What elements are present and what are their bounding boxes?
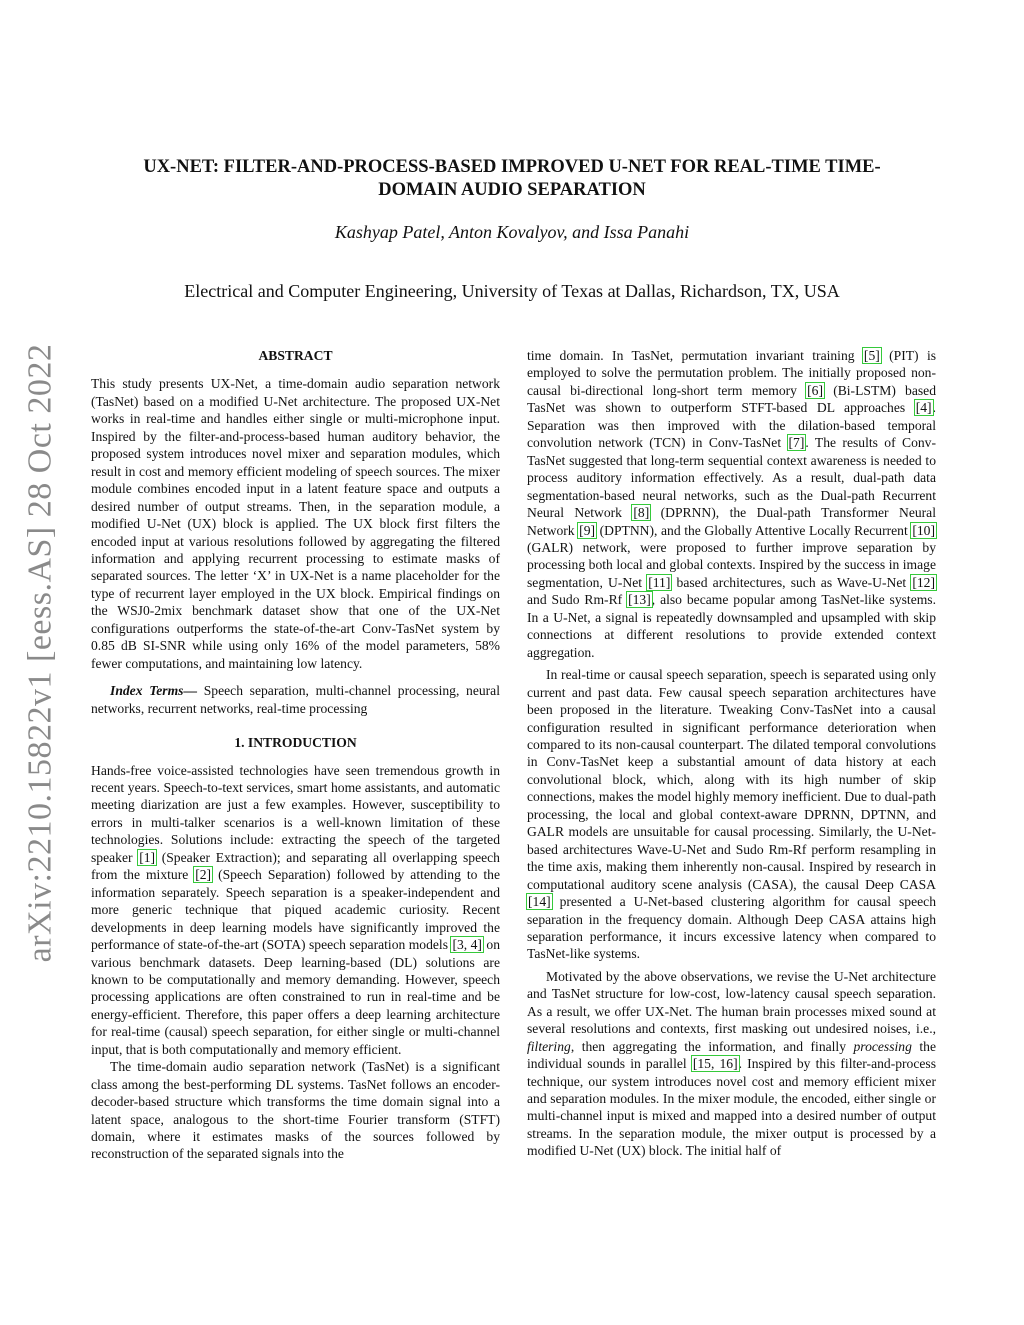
citation-8[interactable]: [8]	[633, 505, 650, 521]
citation-2[interactable]: [2]	[195, 867, 212, 883]
intro-paragraph-5: Motivated by the above observations, we revise the U-Net architecture and TasNet structure for low-cost, low-latency causal speech separation. As a result, we offer UX-Net. The human brain processes mixed sound at several resolutions and contexts, first masking out undesired noises, i.e., filtering, then aggregating the information, and finally processing the individual sounds in parallel [15, 16]. Inspired by this filter-and-process technique, our system introduces novel cost and memory efficient mixer and separation modules. In the mixer module, the encoded, either single or multi-channel input is mixed and mapped into a desired number of output streams. In the separation module, the mixer output is processed by a modified U-Net (UX) block. The initial half of	[527, 968, 936, 1159]
citation-1[interactable]: [1]	[139, 849, 156, 865]
citation-12[interactable]: [12]	[912, 574, 935, 590]
index-terms-label: Index Terms—	[110, 683, 198, 699]
citation-4[interactable]: [4]	[915, 400, 932, 416]
intro-paragraph-2: The time-domain audio separation network (TasNet) is a significant class among the best-performing DL systems. TasNet follows an encoder-decoder-based structure which transforms the time domain signal into a latent space, analogous to the short-time Fourier transform (STFT) domain, where it estimates masks of the sources followed by reconstruction of the separated signals into the	[91, 1059, 500, 1162]
right-column	[527, 347, 936, 1160]
arxiv-stamp-text: arXiv:2210.15822v1 [eess.AS] 28 Oct 2022	[21, 343, 59, 963]
citation-11[interactable]: [11]	[648, 574, 671, 590]
paper-authors: Kashyap Patel, Anton Kovalyov, and Issa Panahi	[334, 222, 690, 242]
index-terms-text: Speech separation, multi-channel processing, neural networks, recurrent networks, real-time processing	[91, 683, 500, 716]
citation-10[interactable]: [10]	[912, 522, 935, 538]
abstract-text: This study presents UX-Net, a time-domain audio separation network (TasNet) based on a modified U-Net architecture. The proposed UX-Net works in real-time and handles either single or multi-microphone input. Inspired by the filter-and-process-based human auditory behavior, the proposed system introduces novel mixer and separation modules, which result in cost and memory efficient modeling of speech sources. The mixer module combines encoded input in a latent feature space and outputs a desired number of output streams. Then, in the separation module, a modified U-Net (UX) block is applied. The UX block first filters the encoded input at various resolutions followed by aggregating the filtered information and applying recurrent processing to estimate masks of separated sources. The letter ‘X’ in UX-Net is a name placeholder for the type of recurrent layer employed in the UX block. Empirical findings on the WSJ0-2mix benchmark dataset show that one of the UX-Net configurations outperforms the state-of-the-art Conv-TasNet system by 0.85 dB SI-SNR while using only 16% of the model parameters, 58% fewer computations, and maintaining low latency.	[91, 376, 500, 671]
citation-13[interactable]: [13]	[628, 592, 651, 608]
citation-15-16[interactable]: [15, 16]	[692, 1056, 738, 1072]
citation-3-4[interactable]: [3, 4]	[452, 937, 482, 953]
citation-6[interactable]: [6]	[807, 382, 824, 398]
abstract-heading: ABSTRACT	[258, 348, 333, 363]
arxiv-stamp	[8, 343, 72, 963]
paper-title: UX-NET: FILTER-AND-PROCESS-BASED IMPROVED U-NET FOR REAL-TIME TIME-DOMAIN AUDIO SEPARATION	[143, 157, 881, 200]
citation-14[interactable]: [14]	[528, 894, 551, 910]
index-terms	[91, 682, 500, 717]
citation-7[interactable]: [7]	[788, 435, 805, 451]
left-column	[91, 347, 500, 1163]
intro-paragraph-4: In real-time or causal speech separation, speech is separated using only current and past data. Few causal speech separation architectures have been proposed in the literature. Tweaking Conv-TasNet into a causal configuration resulted in significant performance deterioration when compared to its non-causal counterpart. The dilated temporal convolutions in Conv-TasNet keep a substantial amount of data history at each convolutional block, which, along with its high number of skip connections, makes the model highly memory inefficient. Due to dual-path processing, the local and global context-aware DPRNN, DPTNN, and GALR models are unsuitable for causal processing. Similarly, the U-Net-based architectures Wave-U-Net and Sudo Rm-Rf perform resampling in the time axis, making them inherently non-causal. Inspired by research in computational auditory scene analysis (CASA), the causal Deep CASA [14] presented a U-Net-based clustering algorithm for causal speech separation in the frequency domain. Although Deep CASA attains high separation performance, it incurs excessive latency when compared to TasNet-like systems.	[527, 667, 936, 962]
citation-5[interactable]: [5]	[863, 348, 880, 363]
citation-9[interactable]: [9]	[579, 522, 596, 538]
intro-paragraph-1: Hands-free voice-assisted technologies have seen tremendous growth in recent years. Speech-to-text services, smart home assistants, and automatic meeting diarization are just a few examples. However, susceptibility to errors in multi-talker scenarios is a well-known limitation of these technologies. Solutions include: extracting the speech of the targeted speaker [1] (Speaker Extraction); and separating all overlapping speech from the mixture [2] (Speech Separation) followed by attending to the information separately. Speech separation is a speaker-independent and more generic technique that piqued academic curiosity. Recent developments in deep learning models have significantly improved the performance of state-of-the-art (SOTA) speech separation models [3, 4] on various benchmark datasets. Deep learning-based (DL) solutions are known to be computationally and memory demanding. However, speech processing applications are often constrained to run in real-time and be energy-efficient. Therefore, this paper offers a deep learning architecture for real-time (causal) speech separation, for either single or multi-channel input, that is both computationally and memory efficient.	[91, 762, 500, 1057]
introduction-heading: 1. INTRODUCTION	[234, 735, 357, 751]
paper-affiliation: Electrical and Computer Engineering, University of Texas at Dallas, Richardson, TX, USA	[184, 281, 840, 301]
intro-paragraph-3: time domain. In TasNet, permutation invariant training [5] (PIT) is employed to solve the permutation problem. The initially proposed non-causal bi-directional long-short term memory [6] (Bi-LSTM) based TasNet was shown to outperform STFT-based DL approaches [4]. Separation was then improved with the dilation-based temporal convolution network (TCN) in Conv-TasNet [7]. The results of Conv-TasNet suggested that long-term sequential context awareness is needed to process auditory information effectively. As a result, dual-path data segmentation-based neural networks, such as the Dual-path Recurrent Neural Network [8] (DPRNN), the Dual-path Transformer Neural Network [9] (DPTNN), and the Globally Attentive Locally Recurrent [10] (GALR) network, were proposed to further improve separation by processing both local and global contexts. Inspired by the success in image segmentation, U-Net [11] based architectures, such as Wave-U-Net [12] and Sudo Rm-Rf [13], also became popular among TasNet-like systems. In a U-Net, a signal is repeatedly downsampled and upsampled with skip connections at different resolutions to provide extended context aggregation.	[527, 348, 937, 660]
